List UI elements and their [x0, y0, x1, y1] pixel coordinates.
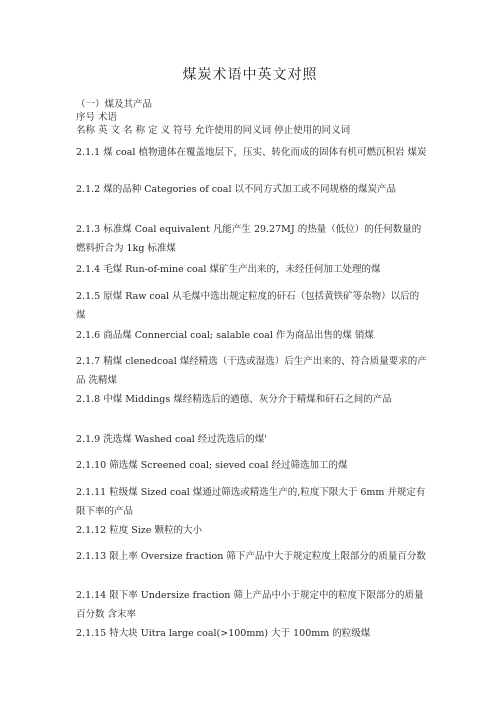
term-entry-2-1-7: 2.1.7 精煤 clenedcoal 煤经精选（干选或湿选）后生产出来的、符合质量要求的产品 洗精煤 [76, 356, 427, 386]
term-entry-2-1-6: 2.1.6 商品煤 Connercial coal; salable coal 作为商品出售的煤 销煤 [76, 330, 374, 341]
term-entry-2-1-14: 2.1.14 限下率 Undersize fraction 筛上产品中小于规定中的粒度下限部分的质量百分数 含末率 [76, 590, 424, 620]
table-header-row-2: 名称 英 文 名 称 定 义 符号 允许使用的同义词 停止使用的同义词 [76, 125, 351, 136]
term-entry-2-1-2: 2.1.2 煤的品种 Categories of coal 以不同方式加工或不同规格的煤炭产品 [76, 184, 396, 195]
term-entry-2-1-9: 2.1.9 洗选煤 Washed coal 经过洗选后的煤' [76, 434, 267, 445]
term-entry-2-1-1: 2.1.1 煤 coal 植物遗体在覆盖地层下，压实、转化而成的固体有机可燃沉积岩 煤炭 [76, 147, 427, 158]
term-entry-2-1-15: 2.1.15 特大块 Uitra large coal(>100mm) 大于 100mm 的粒级煤 [76, 628, 371, 639]
term-entry-2-1-5: 2.1.5 原煤 Raw coal 从毛煤中选出规定粒度的矸石（包括黄铁矿等杂物）以后的煤 [76, 291, 420, 321]
term-entry-2-1-13: 2.1.13 限上率 Oversize fraction 筛下产品中大于规定粒度上限部分的质量百分数 [76, 551, 426, 562]
term-entry-2-1-10: 2.1.10 筛选煤 Screened coal; sieved coal 经过筛选加工的煤 [76, 460, 348, 471]
term-entry-2-1-12: 2.1.12 粒度 Size 颗粒的大小 [76, 525, 202, 536]
term-entry-2-1-4: 2.1.4 毛煤 Run-of-mine coal 煤矿生产出来的，未经任何加工处理的煤 [76, 264, 381, 275]
table-header-row-1: 序号 术语 [76, 112, 118, 123]
term-entry-2-1-11: 2.1.11 粒级煤 Sized coal 煤通过筛选或精选生产的,粒度下限大于 6mm 并规定有限下率的产品 [76, 487, 426, 517]
section-heading: （一）煤及其产品 [76, 99, 153, 110]
term-entry-2-1-8: 2.1.8 中煤 Middings 煤经精选后的遒德、灰分介于精煤和矸石之间的产品 [76, 394, 392, 405]
term-entry-2-1-3: 2.1.3 标准煤 Coal equivalent 凡能产生 29.27MJ 的热量（低位）的任何数量的燃料折合为 1kg 标准煤 [76, 224, 422, 254]
page-title: 煤炭术语中英文对照 [182, 67, 318, 83]
